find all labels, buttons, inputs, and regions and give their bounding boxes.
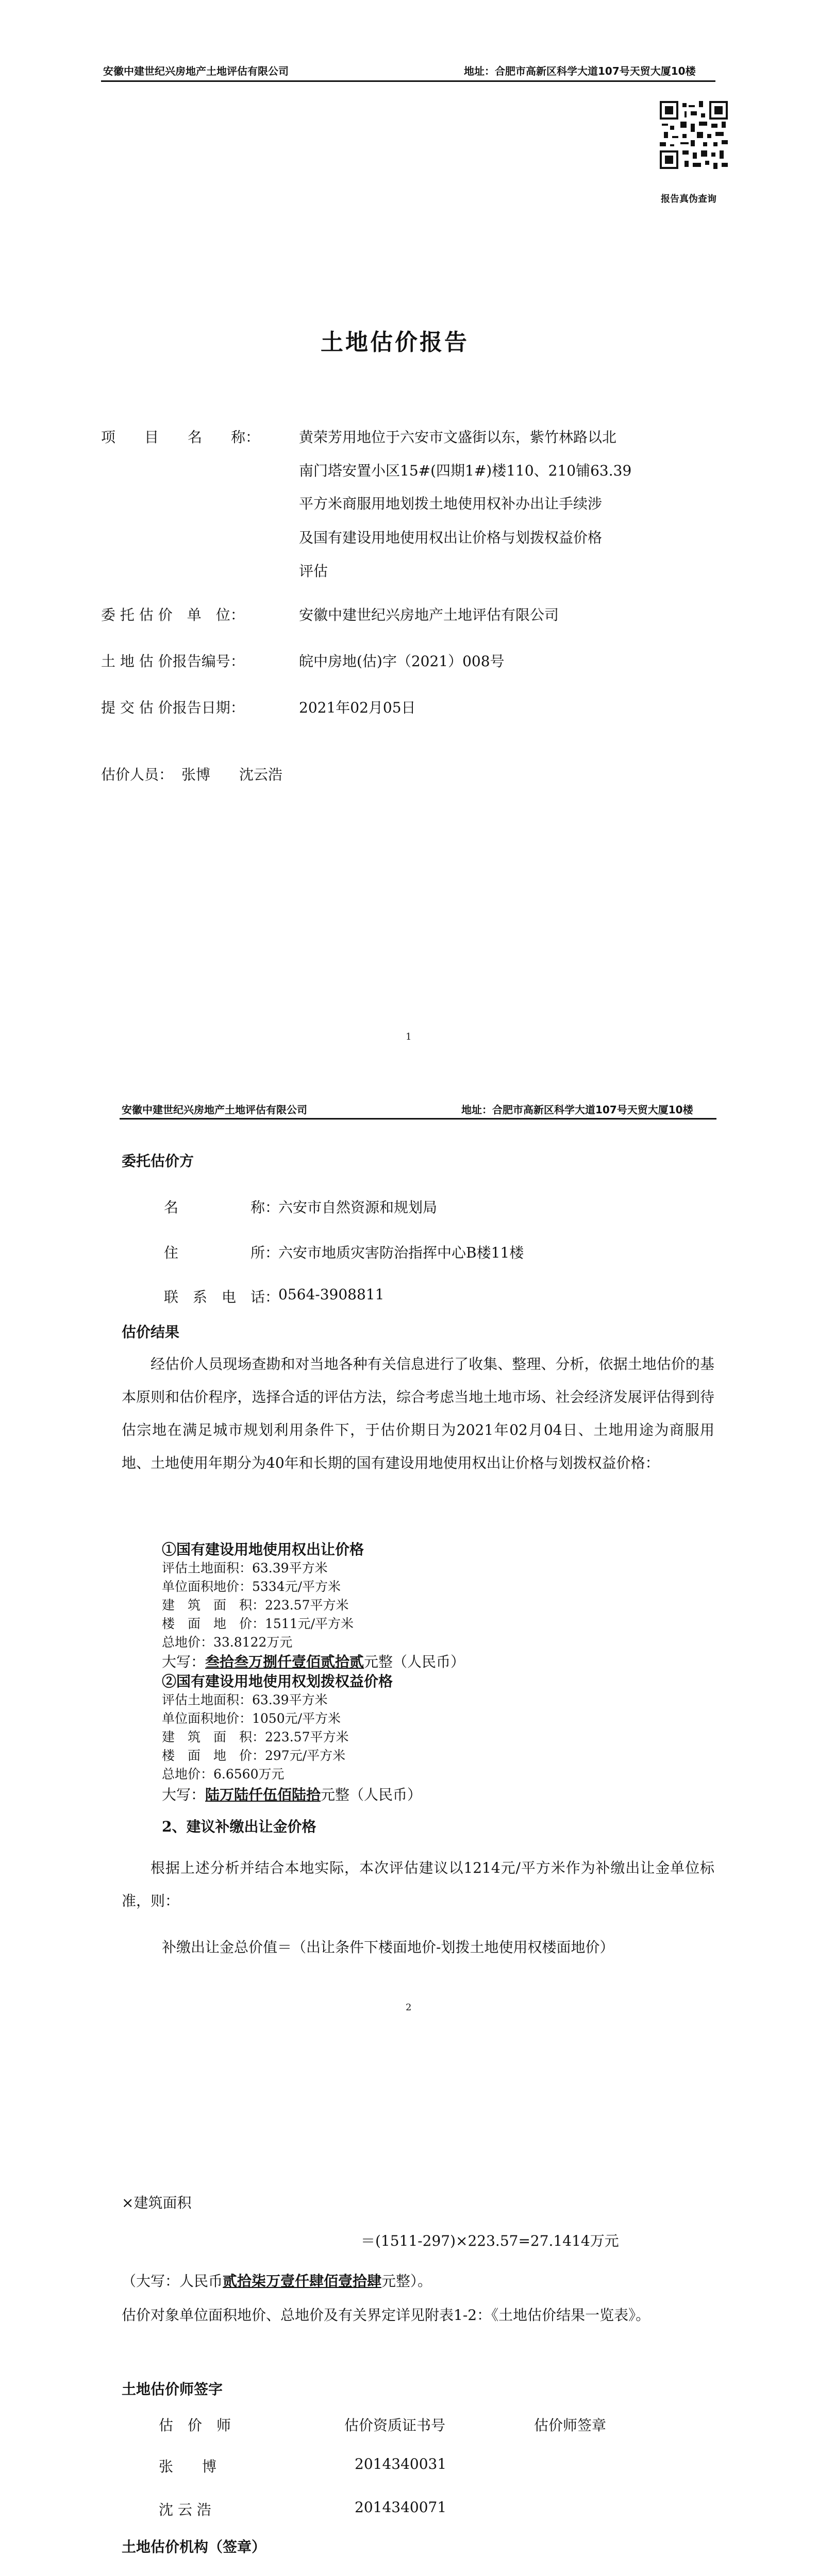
client-phone-value: 0564-3908811 [278,1286,385,1303]
appraisers-label: 估价人员： [101,766,174,783]
transfer-detail-line: 单位面积地价：5334元/平方米 [162,1579,341,1594]
client-address-label: 住 所： [164,1244,280,1261]
transfer-capital-amount [162,1651,465,1671]
table-row-cert: 2014340031 [355,2455,447,2472]
table-row-name: 张 博 [159,2458,217,2475]
org-heading: 土地估价机构（签章） [122,2538,266,2555]
allocation-price-title: ②国有建设用地使用权划拨权益价格 [162,1673,393,1690]
allocation-detail-line: 总地价：6.6560万元 [162,1767,285,1782]
capital-value: 叁拾叁万捌仟壹佰贰拾贰 [205,1653,364,1670]
allocation-detail-line: 建 筑 面 积：223.57平方米 [162,1730,349,1744]
result-section-heading: 估价结果 [122,1324,180,1341]
header-rule [120,1118,716,1120]
formula-continued: ×建筑面积 [122,2194,192,2211]
allocation-detail-line: 评估土地面积：63.39平方米 [162,1692,328,1707]
capital-value: 陆万陆仟伍佰陆拾 [205,1786,321,1803]
transfer-detail-line: 评估土地面积：63.39平方米 [162,1561,328,1575]
advice-paragraph: 根据上述分析并结合本地实际，本次评估建议以1214元/平方米作为补缴出让金单位标准，则： [122,1859,714,1909]
formula-line: 补缴出让金总价值＝（出让条件下楼面地价-划拨土地使用权楼面地价） [162,1939,614,1956]
capital-suffix: 元整（人民币） [364,1653,465,1670]
result-paragraph: 经估价人员现场查勘和对当地各种有关信息进行了收集、整理、分析，依据土地估价的基本原则和估价程序，选择合适的评估方法，综合考虑当地土地市场、社会经济发展评估得到待估宗地在满足城市规划利用条件下，于估价期日为2021年02月04日、土地用途为商服用地、土地使用年期分为40年和长期的国有建设用地使用权出让价格与划拨权益价格： [122,1355,714,1471]
project-line: 平方米商服用地划拨土地使用权补办出让手续涉 [299,495,603,512]
client-value: 安徽中建世纪兴房地产土地评估有限公司 [299,606,559,623]
client-label: 委 托 估 价 单 位： [101,606,245,623]
report-no-value: 皖中房地(估)字（2021）008号 [299,653,505,670]
signature-page [0,2097,818,2576]
project-line: 评估 [299,563,328,580]
client-section-heading: 委托估价方 [122,1153,194,1170]
client-phone-label: 联 系 电 话： [164,1289,280,1306]
transfer-price-title: ①国有建设用地使用权出让价格 [162,1541,364,1558]
page-number: 2 [406,2002,412,2013]
qr-code-icon[interactable] [660,101,728,169]
table-row-cert: 2014340071 [355,2499,447,2516]
formula-capital-amount [122,2270,432,2291]
submit-date-value: 2021年02月05日 [299,699,416,716]
report-title: 土地估价报告 [321,329,469,355]
submit-date-label: 提 交 估 价报告日期： [101,699,245,716]
header-rule [101,80,715,82]
capital-prefix: 大写： [162,1653,206,1670]
capital-prefix: 大写： [162,1786,206,1803]
project-line: 及国有建设用地使用权出让价格与划拨权益价格 [299,529,603,546]
transfer-detail-line: 楼 面 地 价：1511元/平方米 [162,1616,354,1631]
page-number: 1 [406,1031,412,1042]
header-company: 安徽中建世纪兴房地产土地评估有限公司 [103,65,289,77]
header-company: 安徽中建世纪兴房地产土地评估有限公司 [122,1104,307,1116]
capital-suffix: 元整（人民币） [321,1786,422,1803]
table-header-appraiser: 估 价 师 [159,2417,231,2434]
transfer-detail-line: 建 筑 面 积：223.57平方米 [162,1598,349,1613]
advice-heading: 2、建议补缴出让金价格 [162,1818,316,1835]
client-name-value: 六安市自然资源和规划局 [278,1199,438,1216]
project-line: 南门塔安置小区15#(四期1#)楼110、210铺63.39 [299,462,632,479]
sign-heading: 土地估价师签字 [122,2381,223,2398]
table-header-cert: 估价资质证书号 [344,2417,446,2434]
allocation-detail-line: 楼 面 地 价：297元/平方米 [162,1748,346,1763]
project-name-label: 项 目 名 称： [101,429,260,446]
header-address: 地址：合肥市高新区科学大道107号天贸大厦10楼 [461,1104,693,1116]
capital-suffix: 元整）。 [381,2273,432,2290]
table-row-name: 沈 云 浩 [159,2501,211,2518]
report-no-label: 土 地 估 价报告编号： [101,653,245,670]
cover-page [0,0,818,1077]
project-line: 黄荣芳用地位于六安市文盛街以东，紫竹林路以北 [299,429,617,446]
client-address-value: 六安市地质灾害防治指挥中心B楼11楼 [278,1244,524,1261]
capital-value: 贰拾柒万壹仟肆佰壹拾肆 [223,2273,382,2290]
client-name-label: 名 称： [164,1199,280,1216]
appraisers-value: 张博 沈云浩 [181,766,283,783]
qr-caption: 报告真伪查询 [661,194,716,205]
allocation-detail-line: 单位面积地价：1050元/平方米 [162,1711,341,1726]
transfer-detail-line: 总地价：33.8122万元 [162,1635,293,1650]
header-address: 地址：合肥市高新区科学大道107号天贸大厦10楼 [464,65,696,77]
capital-prefix: （大写：人民币 [122,2273,223,2290]
result-page [0,1082,818,2133]
formula-calculation: ＝(1511-297)×223.57=27.1414万元 [361,2232,619,2249]
note-paragraph: 估价对象单位面积地价、总地价及有关界定详见附表1-2：《土地估价结果一览表》。 [122,2307,650,2324]
table-header-seal: 估价师签章 [534,2417,607,2434]
allocation-capital-amount [162,1784,422,1804]
